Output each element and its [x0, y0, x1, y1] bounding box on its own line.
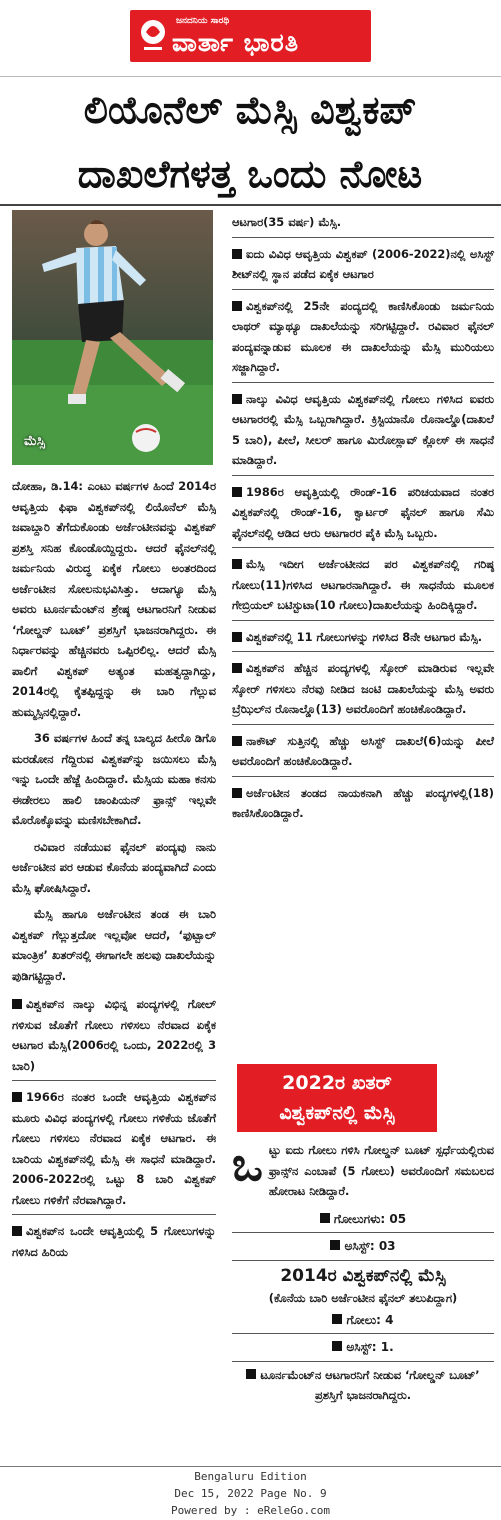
box-2014-assists: ಅಸಿಸ್ಟ್: 1. [232, 1334, 494, 1362]
box-2022-content [232, 1137, 494, 1412]
masthead-tagline: ಜನದನಿಯ ಸಾರಥಿ [176, 16, 230, 26]
player-image [12, 210, 213, 465]
footer-divider [0, 1466, 501, 1467]
bullet-square-icon [232, 663, 242, 673]
bullet-square-icon [232, 394, 242, 404]
box-2022-assists: ಅಸಿಸ್ಟ್: 03 [232, 1233, 494, 1261]
article-paragraph: ದೋಹಾ, ಡಿ.14: ಎಂಟು ವರ್ಷಗಳ ಹಿಂದೆ 2014ರ ಆವೃತ್ತಿಯ ಫಿಫಾ ವಿಶ್ವಕಪ್‌ನಲ್ಲಿ ಲಿಯೊನೆಲ್ ಮೆಸ್ಸಿ ಜವಾಬ್ದಾರಿ ತೆಗೆದುಕೊಂಡು ಅರ್ಜೆಂಟೀನವನ್ನು ವಿಶ್ವಕಪ್ ಪ್ರಶಸ್ತಿ ಸನಿಹ ಕೊಂಡೊಯ್ದಿದ್ದರು. ಆದರೆ ಫೈನಲ್‌ನಲ್ಲಿ ಜರ್ಮನಿಯ ವಿರುದ್ಧ ಏಕೈಕ ಗೋಲು ಅಂತರದಿಂದ ಅರ್ಜೆಂಟೀನ ಸೋಲನುಭವಿಸಿತ್ತು. ಆದಾಗ್ಯೂ ಮೆಸ್ಸಿ ಅವರು ಟೂರ್ನಮೆಂಟ್‌ನ ಶ್ರೇಷ್ಠ ಆಟಗಾರನಿಗೆ ನೀಡುವ ‘ಗೋಲ್ಡನ್ ಬೂಟ್’ ಪ್ರಶಸ್ತಿಗೆ ಭಾಜನರಾಗಿದ್ದರು. ಈ ನಿರ್ಧಾರವನ್ನು ಹೆಚ್ಚಿನವರು ಒಪ್ಪಿರಲಿಲ್ಲ. ಆದರೆ ಮೆಸ್ಸಿ ಪಾಲಿಗೆ ವಿಶ್ವಕಪ್ ಅತ್ಯಂತ ಮಹತ್ವದ್ದಾಗಿದ್ದು, 2014ರಲ್ಲಿ ಕೈತಪ್ಪಿದ್ದನ್ನು ಈ ಬಾರಿ ಗೆಲ್ಲುವ ಹುಮ್ಮಸ್ಸಿನಲ್ಲಿದ್ದಾರೆ. [12, 479, 216, 719]
left-column [12, 476, 216, 1270]
headline-line-2: ದಾಖಲೆಗಳತ್ತ ಒಂದು ನೋಟ [77, 152, 423, 196]
box-2022-title [237, 1064, 437, 1132]
record-bullet: ಅರ್ಜೆಂಟೀನ ತಂಡದ ನಾಯಕನಾಗಿ ಹೆಚ್ಚು ಪಂದ್ಯಗಳಲ್ಲಿ(18) ಕಾಣಿಸಿಕೊಂಡಿದ್ದಾರೆ. [232, 785, 494, 820]
right-column [232, 210, 494, 832]
record-bullet: ವಿಶ್ವಕಪ್‌ನ ಹೆಚ್ಚಿನ ಪಂದ್ಯಗಳಲ್ಲಿ ಸ್ಕೋರ್ ಮಾಡಿರುವ ಇಲ್ಲವೇ ಸ್ಕೋರ್ ಗಳಿಸಲು ನೆರವು ನೀಡಿದ ಜಂಟಿ ದಾಖಲೆಯನ್ನು ಮೆಸ್ಸಿ ಅವರು ಬ್ರೆಝಿಲ್‌ನ ರೊನಾಲ್ಡೊ(13) ಅವರೊಂದಿಗೆ ಹಂಚಿಕೊಂಡಿದ್ದಾರೆ. [232, 656, 494, 725]
box-2014-note: (ಕೊನೆಯ ಬಾರಿ ಅರ್ಜೆಂಟೀನ ಫೈನಲ್ ತಲುಪಿದ್ದಾಗ) [268, 1290, 458, 1305]
box-2022-title-line-1: 2022ರ ಖತರ್ [282, 1072, 392, 1094]
footer-date-page: Dec 15, 2022 Page No. 9 [174, 1487, 327, 1500]
article-paragraph: ರವಿವಾರ ನಡೆಯುವ ಫೈನಲ್ ಪಂದ್ಯವು ನಾನು ಅರ್ಜೆಂಟೀನ ಪರ ಆಡುವ ಕೊನೆಯ ಪಂದ್ಯವಾಗಿದೆ ಎಂದು ಮೆಸ್ಸಿ ಘೋಷಿಸಿದ್ದಾರೆ. [12, 839, 216, 895]
bullet-square-icon [12, 999, 22, 1009]
bullet-square-icon [232, 301, 242, 311]
bullet-square-icon [246, 1369, 256, 1379]
bullet-square-icon [232, 736, 242, 746]
photo-caption: ಮೆಸ್ಸಿ [24, 434, 46, 449]
bullet-square-icon [332, 1314, 342, 1324]
box-2022-body: ಒಟ್ಟು ಐದು ಗೋಲು ಗಳಿಸಿ ಗೋಲ್ಡನ್ ಬೂಟ್ ಸ್ಪರ್ಧೆಯಲ್ಲಿರುವ ಫ್ರಾನ್ಸ್‌ನ ಎಂಬಾಪೆ (5 ಗೋಲು) ಅವರೊಂದಿಗೆ ಸಮಬಲದ ಹೋರಾಟ ನೀಡಿದ್ದಾರೆ. [232, 1137, 494, 1198]
record-bullet: ವಿಶ್ವಕಪ್‌ನ ಒಂದೇ ಆವೃತ್ತಿಯಲ್ಲಿ 5 ಗೋಲುಗಳನ್ನು ಗಳಿಸಿದ ಹಿರಿಯ [12, 1224, 216, 1259]
record-bullet: ಮೆಸ್ಸಿ ಇದೀಗ ಅರ್ಜೆಂಟೀನದ ಪರ ವಿಶ್ವಕಪ್‌ನಲ್ಲಿ ಗರಿಷ್ಠ ಗೋಲು(11)ಗಳಿಸಿದ ಆಟಗಾರನಾಗಿದ್ದಾರೆ. ಈ ಸಾಧನೆಯ ಮೂಲಕ ಗೇಬ್ರಿಯಲ್ ಬಟಿಸ್ಟುಟಾ(10 ಗೋಲು)ದಾಖಲೆಯನ್ನು ಹಿಂದಿಕ್ಕಿದ್ದಾರೆ. [232, 552, 494, 621]
record-bullet: 1966ರ ನಂತರ ಒಂದೇ ಆವೃತ್ತಿಯ ವಿಶ್ವಕಪ್‌ನ ಮೂರು ವಿವಿಧ ಪಂದ್ಯಗಳಲ್ಲಿ ಗೋಲು ಗಳಿಕೆಯ ಜೊತೆಗೆ ಗೋಲು ಗಳಿಸಲು ನೆರವಾದ ಏಕೈಕ ಆಟಗಾರ. ಈ ಬಾರಿಯ ವಿಶ್ವಕಪ್‌ನಲ್ಲಿ ಮೆಸ್ಸಿ ಈ ಸಾಧನೆ ಮಾಡಿದ್ದಾರೆ. 2006-2022ರಲ್ಲಿ ಒಟ್ಟು 8 ಬಾರಿ ವಿಶ್ವಕಪ್ ಗೋಲು ಗಳಿಕೆಗೆ ನೆರವಾಗಿದ್ದಾರೆ. [12, 1085, 216, 1215]
record-bullet: 1986ರ ಆವೃತ್ತಿಯಲ್ಲಿ ರೌಂಡ್-16 ಪರಿಚಯವಾದ ನಂತರ ವಿಶ್ವಕಪ್‌ನಲ್ಲಿ ರೌಂಡ್-16, ಕ್ವಾರ್ಟರ್ ಫೈನಲ್ ಹಾಗೂ ಸೆಮಿ ಫೈನಲ್‌ನಲ್ಲಿ ಆಡಿದ ಆರು ಆಟಗಾರರ ಪೈಕಿ ಮೆಸ್ಸಿ ಒಬ್ಬರು. [232, 480, 494, 549]
headline-divider [0, 204, 501, 206]
bullet-square-icon [332, 1341, 342, 1351]
footer-powered-link[interactable]: Powered by : eReleGo.com [171, 1504, 330, 1517]
masthead-name: ವಾರ್ತಾ ಭಾರತಿ [172, 28, 299, 57]
record-bullet: ಐದು ವಿವಿಧ ಆವೃತ್ತಿಯ ವಿಶ್ವಕಪ್ (2006-2022)ನಲ್ಲಿ ಅಸಿಸ್ಟ್ ಶೀಟ್‌ನಲ್ಲಿ ಸ್ಥಾನ ಪಡೆದ ಏಕೈಕ ಆಟಗಾರ [232, 242, 494, 290]
bullet-square-icon [232, 788, 242, 798]
article-paragraph: 36 ವರ್ಷಗಳ ಹಿಂದೆ ತನ್ನ ಬಾಲ್ಯದ ಹೀರೊ ಡಿಗೊ ಮರಡೋನ ಗೆದ್ದಿರುವ ವಿಶ್ವಕಪ್‌ನ್ನು ಜಯಿಸಲು ಮೆಸ್ಸಿ ಇನ್ನು ಒಂದೇ ಹೆಜ್ಜೆ ಹಿಂದಿದ್ದಾರೆ. ಮೆಸ್ಸಿಯ ಮಹಾ ಕನಸು ಈಡೇರಲು ಹಾಲಿ ಚಾಂಪಿಯನ್ ಫ್ರಾನ್ಸ್ ಇಲ್ಲವೇ ಮೊರೊಕ್ಕೊವನ್ನು ಮಣಿಸಬೇಕಾಗಿದೆ. [12, 731, 216, 827]
box-2014-award: ಟೂರ್ನಮೆಂಟ್‌ನ ಆಟಗಾರನಿಗೆ ನೀಡುವ ‘ಗೋಲ್ಡನ್ ಬೂಟ್’ ಪ್ರಶಸ್ತಿಗೆ ಭಾಜನರಾಗಿದ್ದರು. [232, 1362, 494, 1406]
bullet-square-icon [12, 1226, 22, 1236]
box-2014-title: 2014ರ ವಿಶ್ವಕಪ್‌ನಲ್ಲಿ ಮೆಸ್ಸಿ [280, 1265, 446, 1286]
bullet-square-icon [232, 632, 242, 642]
bullet-square-icon [232, 249, 242, 259]
messi-photo [12, 210, 213, 465]
box-2022-title-line-2: ವಿಶ್ವಕಪ್‌ನಲ್ಲಿ ಮೆಸ್ಸಿ [279, 1102, 395, 1124]
box-2022-goals: ಗೋಲುಗಳು: 05 [232, 1206, 494, 1234]
record-bullet: ವಿಶ್ವಕಪ್‌ನಲ್ಲಿ 25ನೇ ಪಂದ್ಯದಲ್ಲಿ ಕಾಣಿಸಿಕೊಂಡು ಜರ್ಮನಿಯ ಲಾಥರ್ ಮ್ಯಾಥ್ಯೂ ದಾಖಲೆಯನ್ನು ಸರಿಗಟ್ಟಿದ್ದಾರೆ. ರವಿವಾರ ಫೈನಲ್ ಪಂದ್ಯವನ್ನಾಡುವ ಮೂಲಕ ಈ ದಾಖಲೆಯನ್ನು ಮೆಸ್ಸಿ ಮುರಿಯಲು ಸಜ್ಜಾಗಿದ್ದಾರೆ. [232, 294, 494, 383]
bullet-square-icon [232, 559, 242, 569]
footer-edition: Bengaluru Edition [194, 1470, 307, 1483]
record-bullet: ವಿಶ್ವಕಪ್‌ನ ನಾಲ್ಕು ವಿಭಿನ್ನ ಪಂದ್ಯಗಳಲ್ಲಿ ಗೋಲ್ ಗಳಿಸುವ ಜೊತೆಗೆ ಗೋಲು ಗಳಿಸಲು ನೆರವಾದ ಏಕೈಕ ಆಟಗಾರ ಮೆಸ್ಸಿ(2006ರಲ್ಲಿ ಒಂದು, 2022ರಲ್ಲಿ 3 ಬಾರಿ) [12, 992, 216, 1081]
record-bullet: ಆಟಗಾರ(35 ವರ್ಷ) ಮೆಸ್ಸಿ. [232, 210, 494, 238]
bullet-square-icon [320, 1213, 330, 1223]
box-2014-goals: ಗೋಲು: 4 [232, 1307, 494, 1335]
bullet-square-icon [12, 1092, 22, 1102]
record-bullet: ನಾಲ್ಕು ವಿವಿಧ ಆವೃತ್ತಿಯ ವಿಶ್ವಕಪ್‌ನಲ್ಲಿ ಗೋಲು ಗಳಿಸಿದ ಐವರು ಆಟಗಾರರಲ್ಲಿ ಮೆಸ್ಸಿ ಒಬ್ಬರಾಗಿದ್ದಾರೆ. ಕ್ರಿಸ್ಟಿಯಾನೊ ರೊನಾಲ್ಡೊ(ದಾಖಲೆ 5 ಬಾರಿ), ಪೀಲೆ, ಸೀಲರ್ ಹಾಗೂ ಮಿರೋಸ್ಲಾವ್ ಕ್ಲೋಸ್ ಈ ಸಾಧನೆ ಮಾಡಿದ್ದಾರೆ. [232, 387, 494, 476]
masthead-divider [0, 76, 501, 77]
bullet-square-icon [330, 1240, 340, 1250]
headline-line-1: ಲಿಯೊನೆಲ್ ಮೆಸ್ಸಿ ವಿಶ್ವಕಪ್ [83, 88, 417, 132]
emblem-icon [136, 16, 170, 56]
bullet-square-icon [232, 487, 242, 497]
box-2022-dropcap: ಒ [232, 1137, 263, 1191]
record-bullet: ನಾಕೌಟ್ ಸುತ್ತಿನಲ್ಲಿ ಹೆಚ್ಚು ಅಸಿಸ್ಟ್ ದಾಖಲೆ(6)ಯನ್ನು ಪೀಲೆ ಅವರೊಂದಿಗೆ ಹಂಚಿಕೊಂಡಿದ್ದಾರೆ. [232, 729, 494, 777]
record-bullet: ವಿಶ್ವಕಪ್‌ನಲ್ಲಿ 11 ಗೋಲುಗಳನ್ನು ಗಳಿಸಿದ 8ನೇ ಆಟಗಾರ ಮೆಸ್ಸಿ. [232, 625, 494, 653]
article-paragraph: ಮೆಸ್ಸಿ ಹಾಗೂ ಅರ್ಜೆಂಟೀನ ತಂಡ ಈ ಬಾರಿ ವಿಶ್ವಕಪ್ ಗೆಲ್ಲುತ್ತದೋ ಇಲ್ಲವೋ ಆದರೆ, ‘ಫುಟ್ಬಾಲ್ ಮಾಂತ್ರಿಕ’ ಖತರ್‌ನಲ್ಲಿ ಈಗಾಗಲೇ ಹಲವು ದಾಖಲೆಯನ್ನು ಪುಡಿಗಟ್ಟಿದ್ದಾರೆ. [12, 907, 216, 983]
masthead-logo[interactable] [130, 10, 371, 62]
